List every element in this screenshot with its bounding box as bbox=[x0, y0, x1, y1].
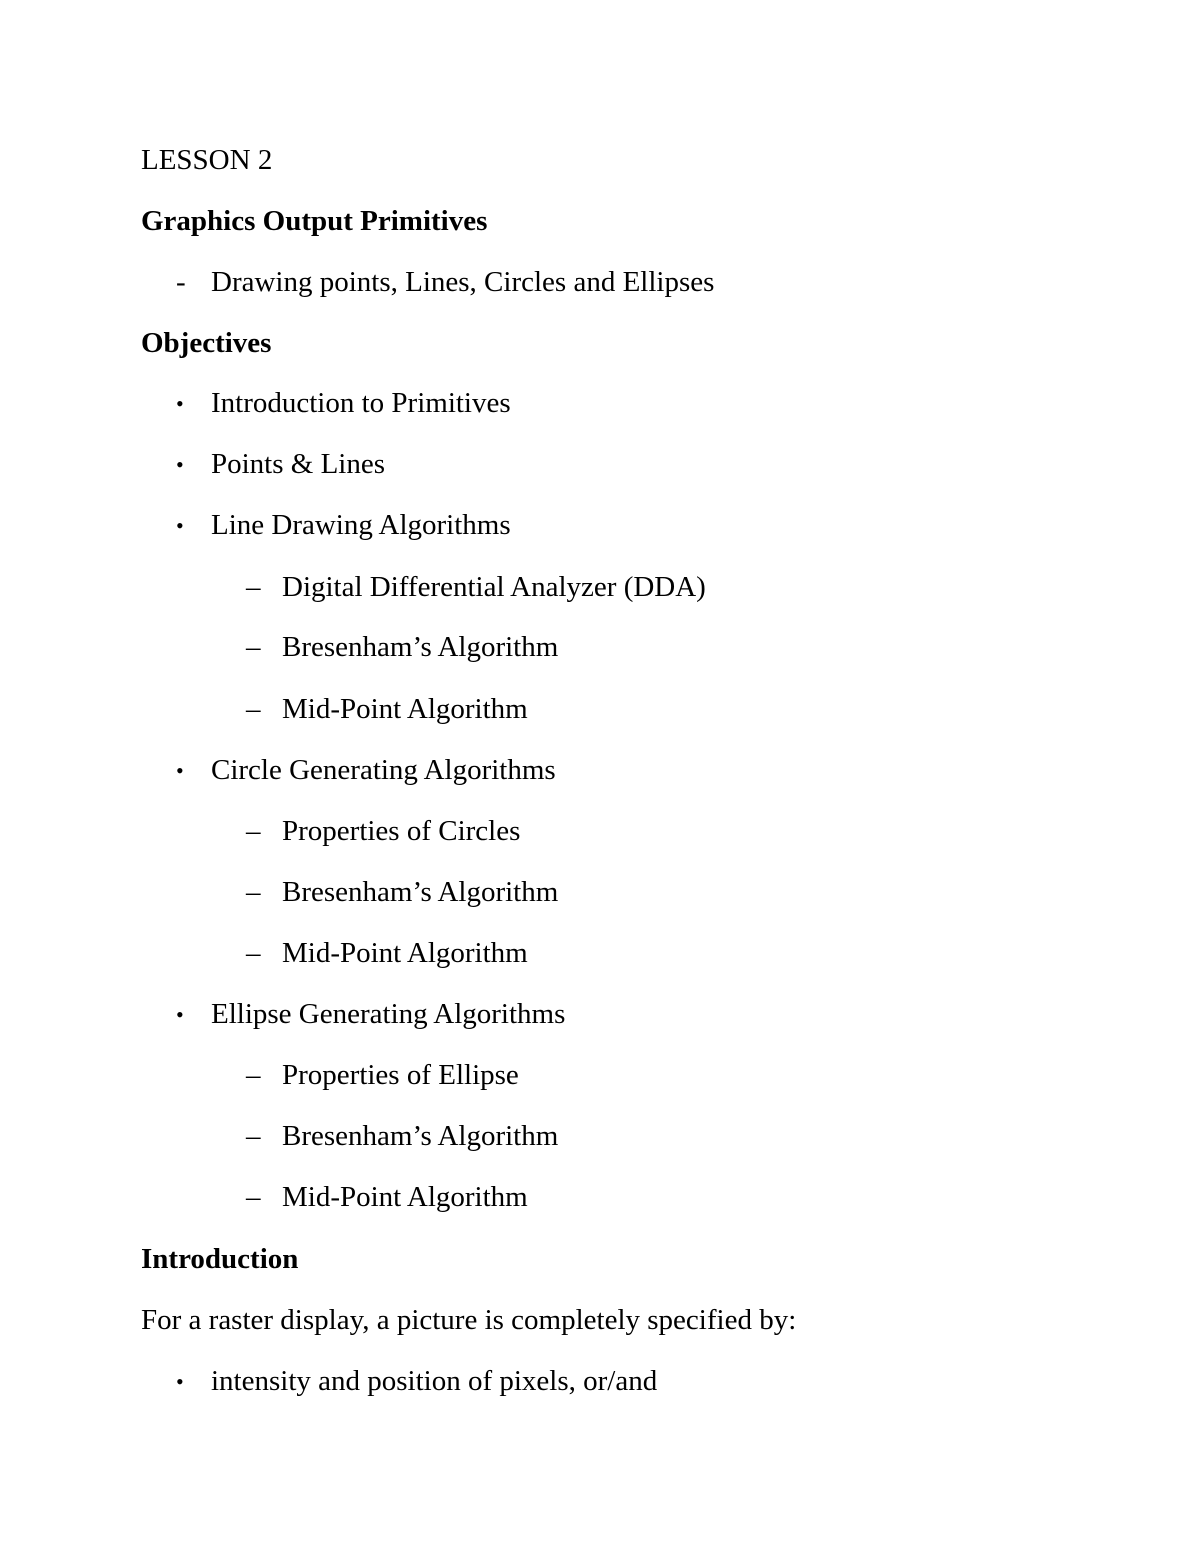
dash-icon: – bbox=[246, 876, 261, 908]
page-title: Graphics Output Primitives bbox=[141, 205, 488, 237]
dash-icon: – bbox=[246, 1181, 261, 1213]
objective-subitem: Bresenham’s Algorithm bbox=[282, 631, 559, 663]
bullet-icon: • bbox=[176, 452, 184, 477]
objective-subitem: Mid-Point Algorithm bbox=[282, 937, 528, 969]
objective-item: Introduction to Primitives bbox=[211, 387, 511, 419]
dash-icon: – bbox=[246, 571, 261, 603]
objectives-heading: Objectives bbox=[141, 327, 272, 359]
bullet-icon: • bbox=[176, 391, 184, 416]
bullet-icon: • bbox=[176, 758, 184, 783]
objective-subitem: Bresenham’s Algorithm bbox=[282, 1120, 559, 1152]
bullet-icon: • bbox=[176, 1002, 184, 1027]
objective-item: Ellipse Generating Algorithms bbox=[211, 998, 566, 1030]
objective-subitem: Properties of Ellipse bbox=[282, 1059, 519, 1091]
dash-icon: – bbox=[246, 1059, 261, 1091]
introduction-heading: Introduction bbox=[141, 1243, 299, 1275]
dash-icon: – bbox=[246, 693, 261, 725]
objective-subitem: Bresenham’s Algorithm bbox=[282, 876, 559, 908]
introduction-text: For a raster display, a picture is completely specified by: bbox=[141, 1304, 797, 1336]
subtitle-dash-marker: - bbox=[176, 266, 186, 298]
dash-icon: – bbox=[246, 815, 261, 847]
bullet-icon: • bbox=[176, 1369, 184, 1394]
dash-icon: – bbox=[246, 1120, 261, 1152]
objective-subitem: Digital Differential Analyzer (DDA) bbox=[282, 571, 706, 603]
dash-icon: – bbox=[246, 937, 261, 969]
dash-icon: – bbox=[246, 631, 261, 663]
objective-item: Points & Lines bbox=[211, 448, 386, 480]
objective-subitem: Mid-Point Algorithm bbox=[282, 1181, 528, 1213]
bullet-icon: • bbox=[176, 513, 184, 538]
objective-subitem: Properties of Circles bbox=[282, 815, 521, 847]
objective-item: Line Drawing Algorithms bbox=[211, 509, 511, 541]
introduction-bullet: intensity and position of pixels, or/and bbox=[211, 1365, 658, 1397]
subtitle: Drawing points, Lines, Circles and Ellipses bbox=[211, 266, 715, 298]
lesson-label: LESSON 2 bbox=[141, 144, 273, 176]
objective-subitem: Mid-Point Algorithm bbox=[282, 693, 528, 725]
objective-item: Circle Generating Algorithms bbox=[211, 754, 556, 786]
